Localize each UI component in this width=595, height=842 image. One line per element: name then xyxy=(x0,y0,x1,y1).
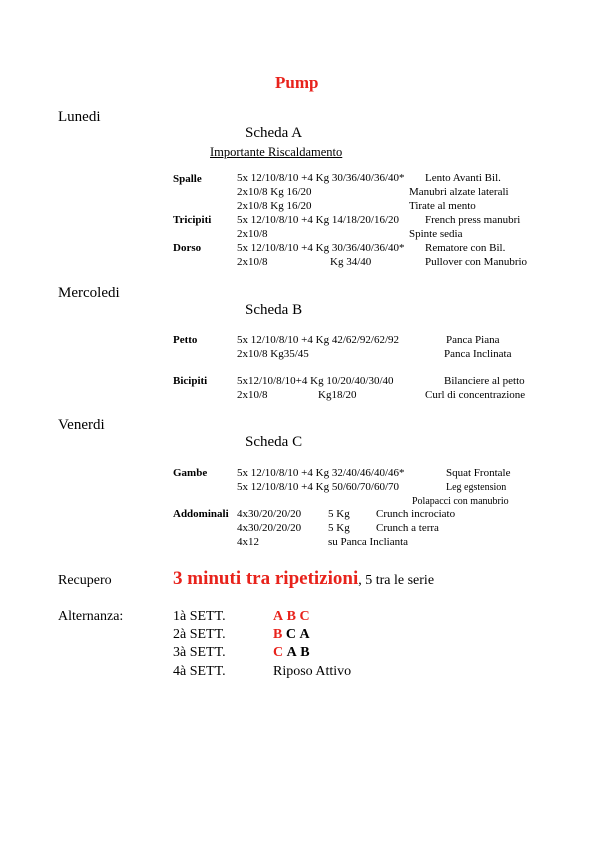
bicipiti-row-2-weight: Kg18/20 xyxy=(318,389,357,401)
week-4-label: 4à SETT. xyxy=(173,664,226,679)
muscle-dorso: Dorso xyxy=(173,242,202,254)
addominali-exercise-3: su Panca Inclianta xyxy=(328,536,409,548)
day-friday: Venerdi xyxy=(58,417,105,433)
week-1-letter-3: C xyxy=(299,609,310,624)
dorso-exercise-2: Pullover con Manubrio xyxy=(425,256,528,268)
tricipiti-row-1: 5x 12/10/8/10 +4 Kg 14/18/20/16/20 xyxy=(237,214,400,226)
week-3-letter-3: B xyxy=(300,645,310,660)
day-monday: Lunedi xyxy=(58,109,101,125)
gambe-exercise-3: Polapacci con manubrio xyxy=(412,496,509,507)
muscle-tricipiti: Tricipiti xyxy=(173,214,212,226)
spalle-exercise-3: Tirate al mento xyxy=(409,200,476,212)
week-3-letter-1: C xyxy=(273,645,284,660)
tricipiti-exercise-1: French press manubri xyxy=(425,214,521,226)
week-3-letter-2: A xyxy=(286,645,297,660)
petto-exercise-1: Panca Piana xyxy=(446,334,500,346)
muscle-addominali: Addominali xyxy=(173,508,229,520)
muscle-spalle: Spalle xyxy=(173,173,202,185)
week-1-letter-2: B xyxy=(286,609,296,624)
tricipiti-exercise-2: Spinte sedia xyxy=(409,228,463,240)
spalle-row-1: 5x 12/10/8/10 +4 Kg 30/36/40/36/40* xyxy=(237,172,405,184)
tricipiti-row-2: 2x10/8 xyxy=(237,228,268,240)
week-1-letter-1: A xyxy=(273,609,284,624)
spalle-exercise-1: Lento Avanti Bil. xyxy=(425,172,501,184)
week-2-letter-3: A xyxy=(299,627,310,642)
spalle-row-2: 2x10/8 Kg 16/20 xyxy=(237,186,312,198)
muscle-petto: Petto xyxy=(173,334,198,346)
dorso-row-1: 5x 12/10/8/10 +4 Kg 30/36/40/36/40* xyxy=(237,242,405,254)
week-2-letter-1: B xyxy=(273,627,283,642)
week-4-text: Riposo Attivo xyxy=(273,664,352,679)
week-3-label: 3à SETT. xyxy=(173,645,226,660)
page-title: Pump xyxy=(275,73,319,92)
petto-row-2: 2x10/8 Kg35/45 xyxy=(237,348,309,360)
week-3-rotation xyxy=(273,645,310,661)
warmup-note: Importante Riscaldamento xyxy=(210,145,343,159)
muscle-bicipiti: Bicipiti xyxy=(173,375,208,387)
week-2-label: 2à SETT. xyxy=(173,627,226,642)
addominali-exercise-1: Crunch incrociato xyxy=(376,508,456,520)
scheda-b-heading: Scheda B xyxy=(245,302,303,318)
gambe-exercise-2: Leg egstension xyxy=(446,482,507,493)
spalle-row-3: 2x10/8 Kg 16/20 xyxy=(237,200,312,212)
dorso-row-2-weight: Kg 34/40 xyxy=(330,256,372,268)
dorso-exercise-1: Rematore con Bil. xyxy=(425,242,506,254)
petto-row-1: 5x 12/10/8/10 +4 Kg 42/62/92/62/92 xyxy=(237,334,400,346)
recupero-rest: , 5 tra le serie xyxy=(358,573,435,588)
addominali-row-2-weight: 5 Kg xyxy=(328,522,350,534)
bicipiti-exercise-2: Curl di concentrazione xyxy=(425,389,526,401)
gambe-exercise-1: Squat Frontale xyxy=(446,467,511,479)
bicipiti-row-1: 5x12/10/8/10+4 Kg 10/20/40/30/40 xyxy=(237,375,394,387)
petto-exercise-2: Panca Inclinata xyxy=(444,348,512,360)
week-2-letter-2: C xyxy=(285,627,296,642)
week-1-rotation xyxy=(273,609,310,625)
muscle-gambe: Gambe xyxy=(173,467,208,479)
addominali-row-2: 4x30/20/20/20 xyxy=(237,522,302,534)
bicipiti-exercise-1: Bilanciere al petto xyxy=(444,375,525,387)
gambe-row-1: 5x 12/10/8/10 +4 Kg 32/40/46/40/46* xyxy=(237,467,405,479)
day-wednesday: Mercoledi xyxy=(58,285,120,301)
alternanza-label: Alternanza: xyxy=(58,609,124,624)
recupero-text xyxy=(173,568,434,590)
spalle-exercise-2: Manubri alzate laterali xyxy=(409,186,509,198)
week-2-rotation xyxy=(273,627,310,643)
scheda-c-heading: Scheda C xyxy=(245,434,303,450)
dorso-row-2: 2x10/8 xyxy=(237,256,268,268)
addominali-row-1-weight: 5 Kg xyxy=(328,508,350,520)
bicipiti-row-2: 2x10/8 xyxy=(237,389,268,401)
scheda-a-heading: Scheda A xyxy=(245,125,303,141)
addominali-exercise-2: Crunch a terra xyxy=(376,522,439,534)
week-1-label: 1à SETT. xyxy=(173,609,226,624)
recupero-highlight: 3 minuti tra ripetizioni xyxy=(173,568,359,589)
addominali-row-1: 4x30/20/20/20 xyxy=(237,508,302,520)
addominali-row-3: 4x12 xyxy=(237,536,259,548)
gambe-row-2: 5x 12/10/8/10 +4 Kg 50/60/70/60/70 xyxy=(237,481,400,493)
recupero-label: Recupero xyxy=(58,573,112,588)
